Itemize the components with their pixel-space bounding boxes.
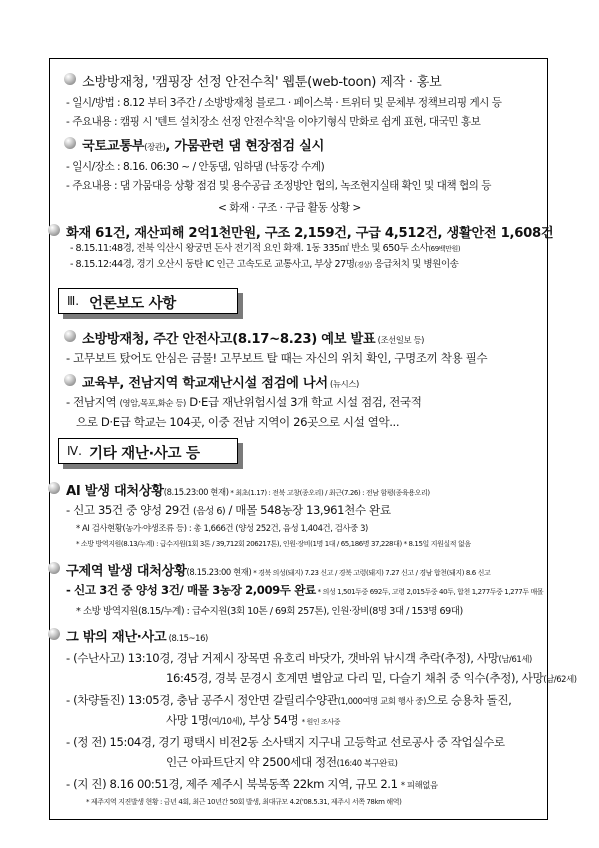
text-run: * 최초(1.17) : 전북 고창(종오리) / 최근(7.26) : 전남 함평(종육용오리)	[228, 489, 430, 497]
text-line	[166, 712, 340, 728]
text-line	[82, 328, 424, 347]
text-run: - 주요내용 : 댐 가뭄대응 상황 점검 및 용수공급 조정방안 협의, 녹조현지실태 확인 및 대책 협의 등	[66, 180, 492, 192]
text-run: - (지 진) 8.16 00:51경, 제주 제주시 북북동쪽 22km 지역, 규모 2.1	[66, 777, 401, 791]
text-line	[66, 692, 511, 708]
bullet-icon	[64, 73, 76, 85]
text-line	[70, 240, 460, 254]
text-line	[66, 114, 480, 129]
section-4-header	[58, 438, 238, 464]
text-line	[82, 372, 359, 391]
bullet-icon	[48, 224, 60, 236]
text-run: * 소방 방역지원(8.15/누계) : 급수지원(3회 10톤 / 69회 257톤), 인원·장비(8명 3대 / 153명 69대)	[76, 606, 463, 617]
text-run: (장관)	[144, 142, 166, 152]
text-run: - 일시/방법 : 8.12 부터 3주간 / 소방방재청 블로그 · 페이스북 · 트위터 및 문체부 정책브리핑 게시 등	[66, 97, 502, 109]
text-run: (뉴시스)	[327, 379, 359, 389]
text-run: 사망 1명	[166, 713, 209, 727]
text-run: (조선일보 등)	[375, 335, 425, 345]
text-line	[66, 626, 208, 645]
text-run: (1,000여명 교회 행사 중)	[337, 696, 426, 706]
text-run: - 8.15.11:48경, 전북 익산시 왕궁면 돈사 전기적 요인 화재. 1동 335㎡ 반소 및 650두 소사	[70, 243, 429, 254]
text-run: - 8.15.12:44경, 경기 오산시 동탄 IC 인근 고속도로 교통사고, 부상 27명	[70, 259, 355, 270]
text-run: - 고무보트 탔어도 안심은 금물! 고무보트 탈 때는 자신의 위치 확인, 구명조끼 착용 필수	[66, 351, 488, 365]
text-line	[76, 414, 399, 430]
text-run: * 경북 의성(돼지) 7.23 신고 / 경북 고령(돼지) 7.27 신고 / 경남 합천(돼지) 8.6 신고	[251, 569, 491, 577]
text-run: 그 밖의 재난·사고	[66, 630, 167, 645]
text-run: * 소방 방역지원(8.13/누계) : 급수지원(1회 3톤 / 39,712회 206217톤), 인원·장비(1명 1대 / 65,186명 37,228대) * 8.15일 지원실적 없음	[76, 540, 471, 548]
text-line	[66, 582, 543, 598]
bullet-icon	[64, 330, 76, 342]
text-run: - 전남지역	[66, 395, 120, 409]
text-run: - 신고 35건 중 양성 29건	[66, 503, 193, 517]
text-run: (8.15.23:00 현재)	[186, 567, 252, 577]
text-run: / 매몰 548농장 13,961천수 완료	[225, 503, 391, 517]
text-run: - (정 전) 15:04경, 경기 평택시 비전2동 소사택지 지구내 고등학교 선로공사 중 작업실수로	[66, 735, 505, 749]
text-line	[86, 797, 401, 807]
text-run: , 부상 54명	[242, 713, 302, 727]
bullet-icon	[48, 482, 60, 494]
text-line	[66, 222, 553, 241]
section-3-header	[58, 288, 238, 314]
text-line	[76, 539, 471, 549]
text-run: - 신고 3건 중 양성 3건/ 매몰 3농장 2,009두 완료	[66, 583, 316, 597]
text-run: * 피해없음	[400, 780, 438, 790]
text-run: 16:45경, 경북 문경시 호계면 별암교 다리 밑, 다슬기 채취 중 익수(추정), 사망	[166, 671, 544, 685]
section-3-title: 언론보도 사항	[89, 296, 176, 312]
text-run: * 의성 1,501두중 692두, 고령 2,015두중 40두, 합천 1,277두중 1,277두 매몰	[315, 588, 544, 596]
bullet-icon	[48, 562, 60, 574]
text-run: 으로 D·E급 학교는 104곳, 이중 전남 지역이 26곳으로 시설 열악...	[76, 415, 400, 429]
section-3-number: Ⅲ.	[67, 294, 80, 308]
text-line	[66, 159, 324, 174]
text-run: 인근 아파트단지 약 2500세대 정전	[166, 755, 337, 769]
text-run: - (수난사고) 13:10경, 경남 거제시 장목면 유호리 바닷가, 갯바위 낚시객 추락(추정), 사망	[66, 651, 499, 665]
text-run: 교육부, 전남지역 학교재난시설 점검에 나서	[82, 376, 328, 391]
text-run: 화재 61건, 재산피해 2억1천만원, 구조 2,159건, 구급 4,512건, 생활안전 1,608건	[66, 226, 554, 241]
text-line	[66, 394, 422, 410]
text-run: * 제주지역 지진발생 현황 : 금년 4회, 최근 10년간 50회 발생, 최대규모 4.2('08.5.31, 제주시 서쪽 78km 해역)	[86, 798, 402, 806]
text-run: - (차량돌진) 13:05경, 충남 공주시 정안면 갈릴리수양관	[66, 693, 338, 707]
text-line	[66, 350, 487, 366]
text-run: (여/10세)	[208, 716, 243, 726]
text-run: (69백만원)	[428, 245, 461, 253]
text-run: (음성 6)	[193, 506, 226, 517]
text-run: (남/62세)	[543, 674, 577, 684]
bullet-icon	[64, 374, 76, 386]
text-line	[66, 480, 430, 499]
text-line	[76, 603, 463, 617]
text-line	[66, 650, 532, 666]
text-line	[66, 560, 490, 579]
text-run: (영암,목포,화순 등)	[119, 398, 186, 408]
text-run: AI 발생 대처상황	[66, 484, 164, 499]
text-run: * 원인 조사중	[301, 718, 341, 726]
text-line	[166, 754, 398, 770]
text-line	[76, 522, 368, 534]
text-run: 응급처치 및 병원이송	[371, 259, 459, 270]
text-line	[66, 734, 505, 750]
text-run: 국토교통부	[82, 139, 145, 154]
section-4-number: Ⅳ.	[67, 444, 82, 458]
text-run: - 일시/장소 : 8.16. 06:30 ~ / 안동댐, 임하댐 (낙동강 수계)	[66, 161, 325, 173]
bullet-icon	[64, 137, 76, 149]
text-run: (경상)	[354, 261, 372, 269]
text-line	[166, 670, 577, 686]
text-line	[70, 256, 458, 270]
text-line	[82, 71, 441, 90]
text-run: , 가뭄관련 댐 현장점검 실시	[165, 139, 325, 154]
text-run: (16:40 복구완료)	[336, 758, 398, 768]
text-line	[82, 135, 324, 154]
text-run: (8.15~16)	[166, 633, 208, 643]
text-run: 소방방재청, 주간 안전사고(8.17~8.23) 예보 발표	[82, 332, 376, 347]
activity-status-label: < 화재 · 구조 · 구급 활동 상황 >	[218, 202, 361, 214]
text-line	[66, 776, 438, 792]
text-line	[66, 95, 502, 110]
text-run: (남/61세)	[498, 654, 532, 664]
text-line	[66, 178, 491, 193]
section-4-title: 기타 재난·사고 등	[89, 446, 200, 462]
bullet-icon	[48, 628, 60, 640]
text-run: 소방방재청, '캠핑장 선정 안전수칙' 웹툰(web-toon) 제작 · 홍보	[82, 75, 442, 90]
text-run: D·E급 재난위험시설 3개 학교 시설 점검, 전국적	[185, 395, 422, 409]
text-run: 으로 승용차 돌진,	[425, 693, 512, 707]
text-run: * AI 검사현황(농가·야생조류 등) : 총 1,666건 (양성 252건, 음성 1,404건, 검사중 3)	[76, 523, 368, 533]
text-run: (8.15.23:00 현재)	[163, 487, 229, 497]
text-run: - 주요내용 : 캠핑 시 '텐트 설치장소 선정 안전수칙'을 이야기형식 만화로 쉽게 표현, 대국민 홍보	[66, 116, 481, 128]
text-run: 구제역 발생 대처상황	[66, 564, 187, 579]
text-line	[66, 502, 391, 518]
